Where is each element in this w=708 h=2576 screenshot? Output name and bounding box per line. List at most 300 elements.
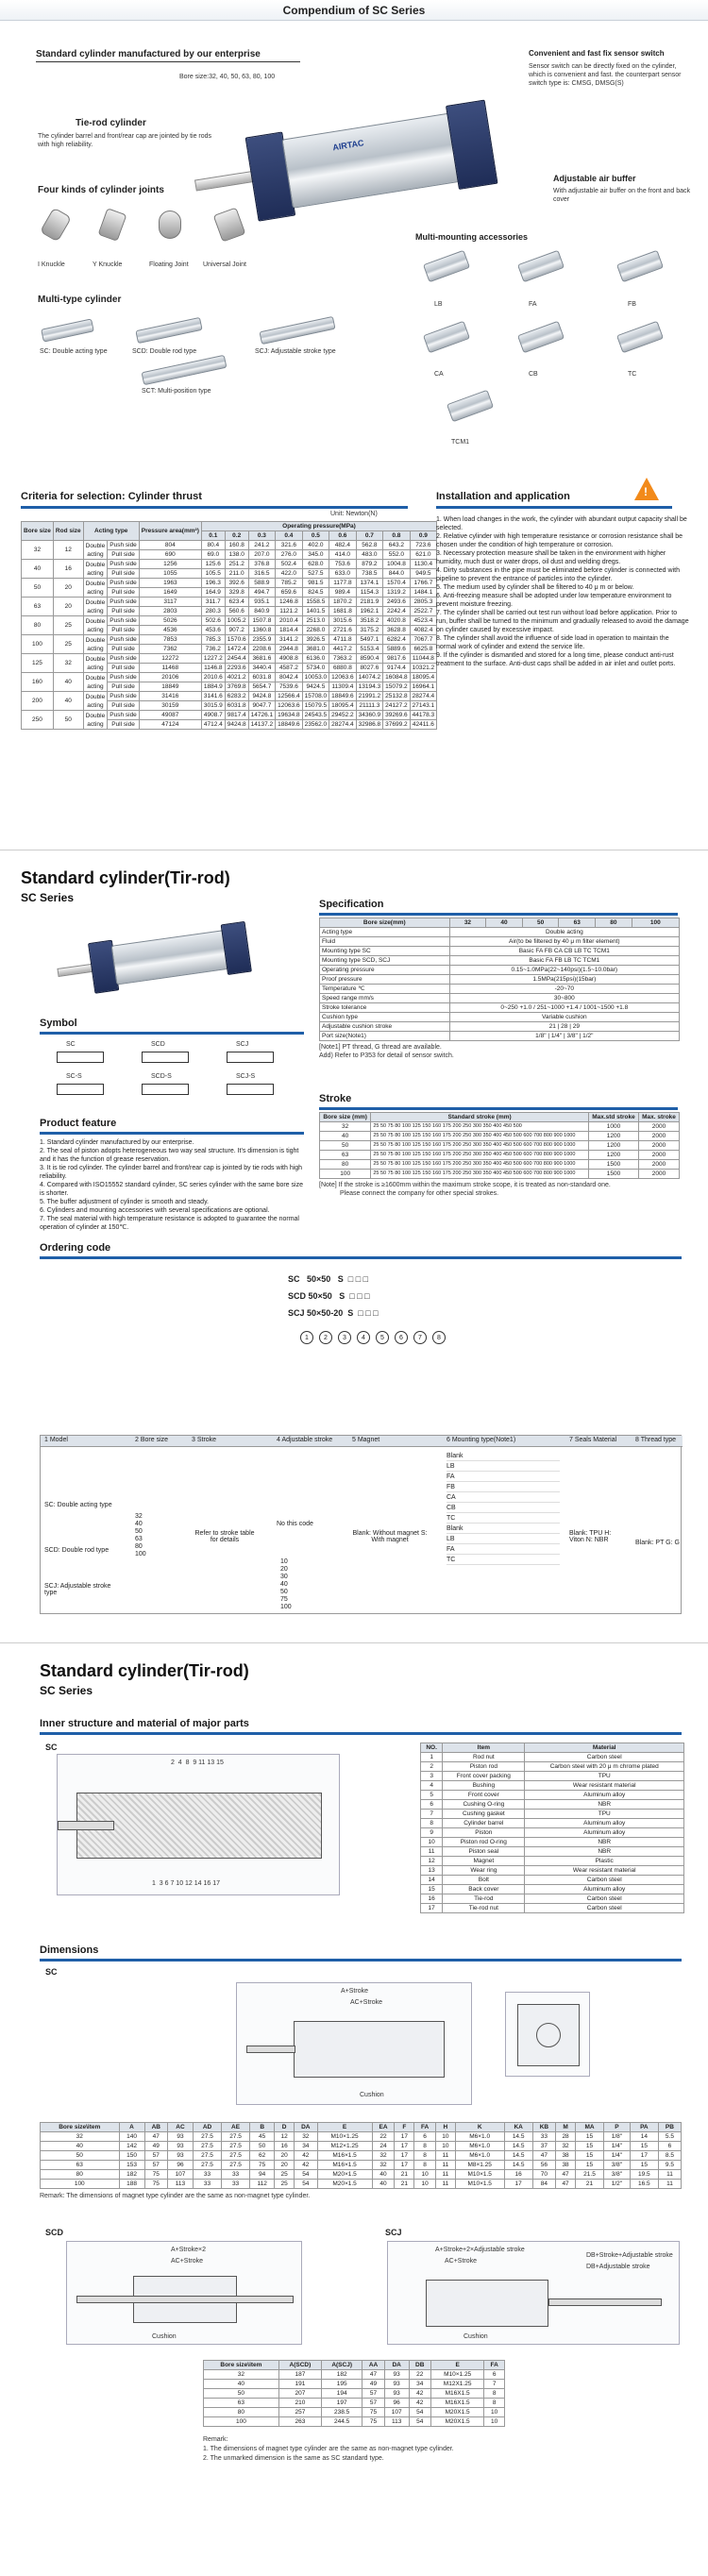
cell-rod: 16	[53, 560, 83, 579]
dims-cell: 40	[41, 2142, 120, 2151]
dims-cell: 17	[504, 2180, 532, 2189]
dims2-cell: 54	[409, 2408, 430, 2417]
parts-cell: Piston seal	[443, 1847, 525, 1857]
stroke-header-0: Bore size (mm)	[320, 1113, 371, 1122]
dims-header-1: A	[119, 2123, 144, 2132]
symbol-sc-s: SC-S	[66, 1073, 82, 1080]
parts-cell: Piston	[443, 1828, 525, 1838]
cell-bore: 100	[22, 635, 54, 654]
dims2-cell: 75	[362, 2408, 384, 2417]
order-num-4: 4	[357, 1331, 370, 1344]
cell-area: 47124	[139, 720, 201, 730]
dims-cell: 12	[275, 2132, 295, 2142]
cell-area: 690	[139, 550, 201, 560]
cell-area: 4536	[139, 626, 201, 635]
dims-cell: 47	[556, 2170, 576, 2180]
cell-value: 1570.4	[383, 579, 411, 588]
dims-cell: 21.5	[575, 2170, 603, 2180]
cell-value: 11044.8	[410, 654, 437, 664]
cell-value: 1558.5	[302, 598, 329, 607]
cell-area: 7362	[139, 645, 201, 654]
dims2-cell: 93	[384, 2380, 409, 2389]
cell-value: 329.8	[225, 588, 248, 598]
th-rod: Rod size	[53, 522, 83, 541]
parts-cell: 14	[421, 1876, 443, 1885]
dims2-cell: 10	[484, 2408, 505, 2417]
dims-cell: 33	[222, 2170, 250, 2180]
table-row	[320, 937, 680, 947]
th-pressure-6: 0.7	[356, 531, 383, 541]
dims2-cell: 257	[278, 2408, 321, 2417]
mount-option: FA	[447, 1544, 560, 1555]
dims-cell: 25	[275, 2170, 295, 2180]
order-col-6: 7 Seals Material	[569, 1437, 617, 1443]
parts-header-1: Item	[443, 1743, 525, 1753]
page-header	[0, 0, 708, 21]
dims2-header-4: DA	[384, 2361, 409, 2370]
dims-cell: 27.5	[193, 2161, 221, 2170]
ordering-title-line	[40, 1256, 682, 1259]
cell-value: 7067.7	[410, 635, 437, 645]
bore-option: 63	[135, 1536, 143, 1542]
cell-bore: 32	[22, 541, 54, 560]
cell-value: 8042.4	[276, 673, 303, 682]
th-act: Acting type	[83, 522, 139, 541]
cell-value: 9174.4	[383, 664, 411, 673]
spec-key: Cushion type	[320, 1013, 450, 1022]
cell-area: 11468	[139, 664, 201, 673]
dims-cell: 62	[250, 2151, 275, 2161]
cell-side: Push side	[108, 598, 140, 607]
dims2-cell: 8	[484, 2399, 505, 2408]
dims-cell: 75	[144, 2180, 167, 2189]
stroke-table-wrap	[319, 1112, 680, 1198]
dims2-cell: 238.5	[321, 2408, 362, 2417]
th-pressure-3: 0.4	[276, 531, 303, 541]
dims-cell: 8	[414, 2161, 436, 2170]
table-row	[320, 1022, 680, 1032]
feature-item: 7. The seal material with high temperature resistance is adopted to guarantee the normal operation of cylinder at 150℃.	[40, 1216, 299, 1231]
cell-value: 105.5	[201, 569, 225, 579]
stroke-table	[319, 1112, 680, 1179]
table-row	[421, 1781, 684, 1791]
dims-header-11: F	[395, 2123, 414, 2132]
dims2-cell: M10×1.25	[430, 2370, 483, 2380]
dims-cell: 14.5	[504, 2161, 532, 2170]
dims-cell: 15	[575, 2142, 603, 2151]
feature-title: Product feature	[40, 1118, 117, 1129]
install-item: 8. The cylinder shall avoid the influence of side load in operation to maintain the normal work of cylinder and extend the service life.	[436, 635, 669, 650]
callouts-top: 2 4 8 9 11 13 15	[171, 1759, 224, 1766]
dims-cell: 27.5	[222, 2132, 250, 2142]
dims-header-9: E	[317, 2123, 372, 2132]
dims2-cell: M16X1.5	[430, 2399, 483, 2408]
dims-cell: 32	[556, 2142, 576, 2151]
cell-value: 11309.4	[329, 682, 357, 692]
thrust-unit: Unit: Newton(N)	[330, 511, 378, 517]
cell-rod: 32	[53, 654, 83, 673]
mount-option: Blank	[447, 1451, 560, 1461]
cell-value: 5497.1	[356, 635, 383, 645]
table-row	[421, 1762, 684, 1772]
cell-value: 29452.2	[329, 711, 357, 720]
table-row	[320, 1170, 680, 1179]
cell-value: 824.5	[302, 588, 329, 598]
mount-list	[447, 1451, 560, 1565]
cell-value: 5153.4	[356, 645, 383, 654]
dims2-cell: M16X1.5	[430, 2389, 483, 2399]
stroke-header-2: Max.std stroke	[588, 1113, 638, 1122]
cell-value: 494.7	[248, 588, 276, 598]
multi-type-2: SCJ: Adjustable stroke type	[255, 348, 336, 355]
cell-value: 2208.6	[248, 645, 276, 654]
cell-value: 628.0	[302, 560, 329, 569]
dims2-cell: 32	[204, 2370, 279, 2380]
dims-cell: 188	[119, 2180, 144, 2189]
joint-name-1: Y Knuckle	[93, 261, 123, 268]
table-row	[421, 1847, 684, 1857]
cell-value: 42411.6	[410, 720, 437, 730]
cell-value: 989.4	[329, 588, 357, 598]
cell-value: 2493.6	[383, 598, 411, 607]
stroke-bore: 80	[320, 1160, 371, 1170]
spec-value: Variable cushion	[449, 1013, 679, 1022]
dims-cell: 63	[41, 2161, 120, 2170]
buffer-label: Adjustable air buffer	[553, 174, 636, 183]
dims-cell: 10	[414, 2170, 436, 2180]
table-row	[320, 1013, 680, 1022]
cell-value: 3681.6	[248, 654, 276, 664]
spec-bore-5: 100	[632, 918, 679, 928]
dims-header-8: DA	[295, 2123, 317, 2132]
dims2-header-7: FA	[484, 2361, 505, 2370]
label-underline	[36, 61, 300, 62]
feature-item: 5. The buffer adjustment of cylinder is smooth and steady.	[40, 1199, 209, 1205]
cell-area: 12272	[139, 654, 201, 664]
cell-side: Pull side	[108, 682, 140, 692]
buffer-desc: With adjustable air buffer on the front and back cover	[553, 188, 691, 203]
warning-mark: !	[644, 485, 648, 498]
remark-1: 1. The dimensions of magnet type cylinder are the same as non-magnet type cylinder.	[203, 2446, 454, 2452]
cell-value: 24127.2	[383, 701, 411, 711]
cell-value: 316.5	[248, 569, 276, 579]
cell-value: 16084.8	[383, 673, 411, 682]
dims-cell: 19.5	[630, 2170, 658, 2180]
dims2-cell: 182	[321, 2370, 362, 2380]
cell-value: 69.0	[201, 550, 225, 560]
table-row	[421, 1885, 684, 1894]
dims-cell: 75	[250, 2161, 275, 2170]
table-row	[22, 598, 437, 607]
table-row	[22, 616, 437, 626]
cell-value: 6283.2	[225, 692, 248, 701]
dims2-header-6: E	[430, 2361, 483, 2370]
stroke-title-line	[319, 1107, 678, 1110]
spec-value: 1/8" | 1/4" | 3/8" | 1/2"	[449, 1032, 679, 1041]
dims2-cell: 191	[278, 2380, 321, 2389]
parts-cell: Carbon steel	[525, 1876, 684, 1885]
parts-cell: 9	[421, 1828, 443, 1838]
dims-header-20: PA	[630, 2123, 658, 2132]
section3-series: SC Series	[40, 1684, 93, 1697]
cell-value: 6031.8	[225, 701, 248, 711]
parts-cell: 5	[421, 1791, 443, 1800]
dims-cell: 10	[435, 2132, 455, 2142]
cell-value: 25132.8	[383, 692, 411, 701]
dims-cell: 45	[250, 2132, 275, 2142]
parts-cell: 4	[421, 1781, 443, 1791]
dims-cell: 140	[119, 2132, 144, 2142]
cell-act: Double acting	[83, 654, 108, 673]
dims2-cell: 197	[321, 2399, 362, 2408]
cell-value: 3175.2	[356, 626, 383, 635]
stroke-max-std: 1200	[588, 1141, 638, 1151]
cell-value: 1484.1	[410, 588, 437, 598]
cell-side: Pull side	[108, 607, 140, 616]
spec-key: Proof pressure	[320, 975, 450, 985]
dims-cell: 150	[119, 2151, 144, 2161]
cell-value: 21111.3	[356, 701, 383, 711]
install-item: 4. Dirty substances in the pipe must be eliminated before cylinder is connected with pipeline to prevent the entrance of particles into the cylinder.	[436, 567, 680, 582]
dims2-cell: 244.5	[321, 2417, 362, 2427]
adj-option: 50	[280, 1589, 288, 1595]
joints-row	[38, 201, 264, 258]
cell-value: 1472.4	[225, 645, 248, 654]
stroke-standard: 25 50 75 80 100 125 150 160 175 200 250 300 350 400 450 500 600 700 800 900 1000	[371, 1151, 589, 1160]
dims-cell: 27.5	[193, 2151, 221, 2161]
cell-value: 37699.2	[383, 720, 411, 730]
cell-value: 2944.8	[276, 645, 303, 654]
table-row	[41, 2132, 682, 2142]
dims-table-wrap	[40, 2122, 682, 2200]
cell-value: 2242.4	[383, 607, 411, 616]
cell-value: 23562.0	[302, 720, 329, 730]
table-row	[320, 994, 680, 1003]
parts-cell: Carbon steel	[525, 1753, 684, 1762]
spec-bore-3: 63	[559, 918, 596, 928]
cell-value: 736.2	[201, 645, 225, 654]
dims-cell: 15	[575, 2161, 603, 2170]
cell-value: 15079.2	[383, 682, 411, 692]
order-num-3: 3	[338, 1331, 351, 1344]
parts-cell: Plastic	[525, 1857, 684, 1866]
tie-rod-desc: The cylinder barrel and front/rear cap are jointed by tie rods with high reliability.	[38, 133, 212, 148]
cell-value: 785.3	[201, 635, 225, 645]
dims-cell: 112	[250, 2180, 275, 2189]
parts-cell: 15	[421, 1885, 443, 1894]
bore-option: 80	[135, 1543, 143, 1550]
stroke-text: Refer to stroke table for details	[194, 1530, 255, 1543]
feature-item: 4. Compared with ISO15552 standard cylinder, SC series cylinder with the same bore size is shorter.	[40, 1182, 303, 1197]
cell-bore: 50	[22, 579, 54, 598]
dims-cell: 142	[119, 2142, 144, 2151]
parts-cell: 6	[421, 1800, 443, 1810]
table-row	[320, 1032, 680, 1041]
dims-cell: 40	[372, 2170, 395, 2180]
sc-cushion-label: Cushion	[360, 2092, 384, 2098]
dims2-table	[203, 2360, 505, 2427]
stroke-max: 2000	[639, 1122, 680, 1132]
adj-list	[280, 1558, 318, 1611]
dims-cell: 54	[295, 2170, 317, 2180]
dims-cell: 107	[168, 2170, 194, 2180]
cell-bore: 63	[22, 598, 54, 616]
cell-value: 3769.8	[225, 682, 248, 692]
universal-joint-icon	[213, 207, 246, 242]
spec-bore-header: Bore size(mm)	[320, 918, 450, 928]
dims-cell: 33	[222, 2180, 250, 2189]
stroke-max-std: 1200	[588, 1132, 638, 1141]
cell-value: 241.2	[248, 541, 276, 550]
cell-value: 907.2	[225, 626, 248, 635]
order-num-2: 2	[319, 1331, 332, 1344]
stroke-bore: 32	[320, 1122, 371, 1132]
dims2-cell: 263	[278, 2417, 321, 2427]
order-col-3: 4 Adjustable stroke	[277, 1437, 333, 1443]
mount-label: Multi-mounting accessories	[415, 232, 529, 242]
dims-cell: 3/8"	[604, 2170, 631, 2180]
dims-cell: 3/8"	[604, 2161, 631, 2170]
cell-value: 560.6	[225, 607, 248, 616]
order-num-6: 6	[395, 1331, 408, 1344]
parts-cell: Tie-rod nut	[443, 1904, 525, 1913]
table-row	[204, 2417, 505, 2427]
dims-cell: 11	[435, 2161, 455, 2170]
cell-value: 1227.2	[201, 654, 225, 664]
scd-label: SCD	[45, 2228, 64, 2237]
dims2-cell: 80	[204, 2408, 279, 2417]
cell-value: 34360.9	[356, 711, 383, 720]
symbol-scj-s: SCJ-S	[236, 1073, 256, 1080]
dims-header-3: AC	[168, 2123, 194, 2132]
dim-ac-stroke: AC+Stroke	[350, 1999, 383, 2006]
mount-option: Blank	[447, 1524, 560, 1534]
cell-value: 844.0	[383, 569, 411, 579]
cell-value: 9424.8	[225, 720, 248, 730]
spec-bore-4: 80	[596, 918, 632, 928]
parts-cell: Bolt	[443, 1876, 525, 1885]
symbol-sc: SC	[66, 1041, 76, 1048]
dims-cell: 27.5	[193, 2132, 221, 2142]
multi-type-label: Multi-type cylinder	[38, 295, 122, 305]
parts-cell: Front cover	[443, 1791, 525, 1800]
cell-value: 5889.6	[383, 645, 411, 654]
cell-act: Double acting	[83, 616, 108, 635]
install-item: 9. If the cylinder is dismantled and stored for a long time, please conduct anti-rust treatment to the surface. Anti-dust caps shall be added in air inlet and outlet ports.	[436, 652, 676, 667]
order-col-7: 8 Thread type	[635, 1437, 677, 1443]
table-row	[320, 985, 680, 994]
order-num-8: 8	[432, 1331, 446, 1344]
dim-a-stroke: A+Stroke	[341, 1988, 368, 1995]
adj-option: 10	[280, 1558, 288, 1565]
cell-side: Push side	[108, 711, 140, 720]
parts-cell: 7	[421, 1810, 443, 1819]
cell-value: 1766.7	[410, 579, 437, 588]
parts-cell: 16	[421, 1894, 443, 1904]
dims-cell: M16×1.5	[317, 2151, 372, 2161]
cell-area: 20106	[139, 673, 201, 682]
adj-option: 40	[280, 1581, 288, 1588]
table-row	[421, 1772, 684, 1781]
cell-side: Pull side	[108, 569, 140, 579]
dims-cell: 50	[41, 2151, 120, 2161]
parts-cell: Cushing gasket	[443, 1810, 525, 1819]
cell-value: 18849.6	[276, 720, 303, 730]
main-label: Standard cylinder manufactured by our enterprise	[36, 49, 261, 59]
order-num-1: 1	[300, 1331, 313, 1344]
cell-area: 7853	[139, 635, 201, 645]
dims-cell: 17	[395, 2132, 414, 2142]
parts-cell: Carbon steel with 20 μ m chrome plated	[525, 1762, 684, 1772]
table-row	[421, 1904, 684, 1913]
thrust-title: Criteria for selection: Cylinder thrust	[21, 491, 202, 502]
th-area: Pressure area(mm²)	[139, 522, 201, 541]
cell-value: 7539.6	[276, 682, 303, 692]
cell-value: 5734.0	[302, 664, 329, 673]
dims-cell: 47	[556, 2180, 576, 2189]
parts-cell: 10	[421, 1838, 443, 1847]
cell-value: 3015.6	[329, 616, 357, 626]
order-col-5: 6 Mounting type(Note1)	[447, 1437, 516, 1443]
model-2: SCJ: Adjustable stroke type	[44, 1583, 111, 1596]
order-col-1: 2 Bore size	[135, 1437, 169, 1443]
cell-value: 2293.6	[225, 664, 248, 673]
cell-value: 12566.4	[276, 692, 303, 701]
ordering-headers	[41, 1436, 683, 1447]
cell-value: 9817.6	[383, 654, 411, 664]
cell-act: Double acting	[83, 673, 108, 692]
table-row	[421, 1894, 684, 1904]
scj-cushion: Cushion	[464, 2333, 488, 2340]
dims-cell: 15	[630, 2161, 658, 2170]
cell-value: 14726.1	[248, 711, 276, 720]
stroke-standard: 25 50 75 80 100 125 150 160 175 200 250 300 350 400 450 500 600 700 800 900 1000	[371, 1141, 589, 1151]
dims-cell: 32	[372, 2151, 395, 2161]
cell-value: 3141.2	[276, 635, 303, 645]
cell-value: 21991.2	[356, 692, 383, 701]
parts-cell: Carbon steel	[525, 1894, 684, 1904]
table-row	[320, 1122, 680, 1132]
cell-rod: 40	[53, 692, 83, 711]
dims-cell: M10×1.5	[455, 2180, 504, 2189]
cell-value: 19634.8	[276, 711, 303, 720]
dims-cell: 100	[41, 2180, 120, 2189]
dims2-cell: 42	[409, 2389, 430, 2399]
cell-area: 2803	[139, 607, 201, 616]
cell-value: 4082.4	[410, 626, 437, 635]
ordering-grid	[40, 1435, 682, 1614]
dims-cell: 16	[504, 2170, 532, 2180]
cell-value: 28274.4	[410, 692, 437, 701]
cell-area: 1055	[139, 569, 201, 579]
spec-value: -20~70	[449, 985, 679, 994]
ordering-title: Ordering code	[40, 1242, 111, 1254]
order-col-2: 3 Stroke	[192, 1437, 217, 1443]
cell-value: 196.3	[201, 579, 225, 588]
adj-option: 75	[280, 1596, 288, 1603]
th-pressure-5: 0.6	[329, 531, 357, 541]
stroke-max: 2000	[639, 1132, 680, 1141]
stroke-standard: 25 50 75 80 100 125 150 160 175 200 250 300 350 400 450 500	[371, 1122, 589, 1132]
cell-value: 1870.2	[329, 598, 357, 607]
install-item: 6. Anti-freezing measure shall be adopted under low temperature environment to prevent moisture freezing.	[436, 593, 672, 608]
dims-cell: 38	[556, 2151, 576, 2161]
symbols-grid	[57, 1040, 302, 1106]
dims2-cell: 22	[409, 2370, 430, 2380]
table-row	[22, 654, 437, 664]
table-row	[22, 560, 437, 569]
dims-sc-label: SC	[45, 1967, 58, 1977]
